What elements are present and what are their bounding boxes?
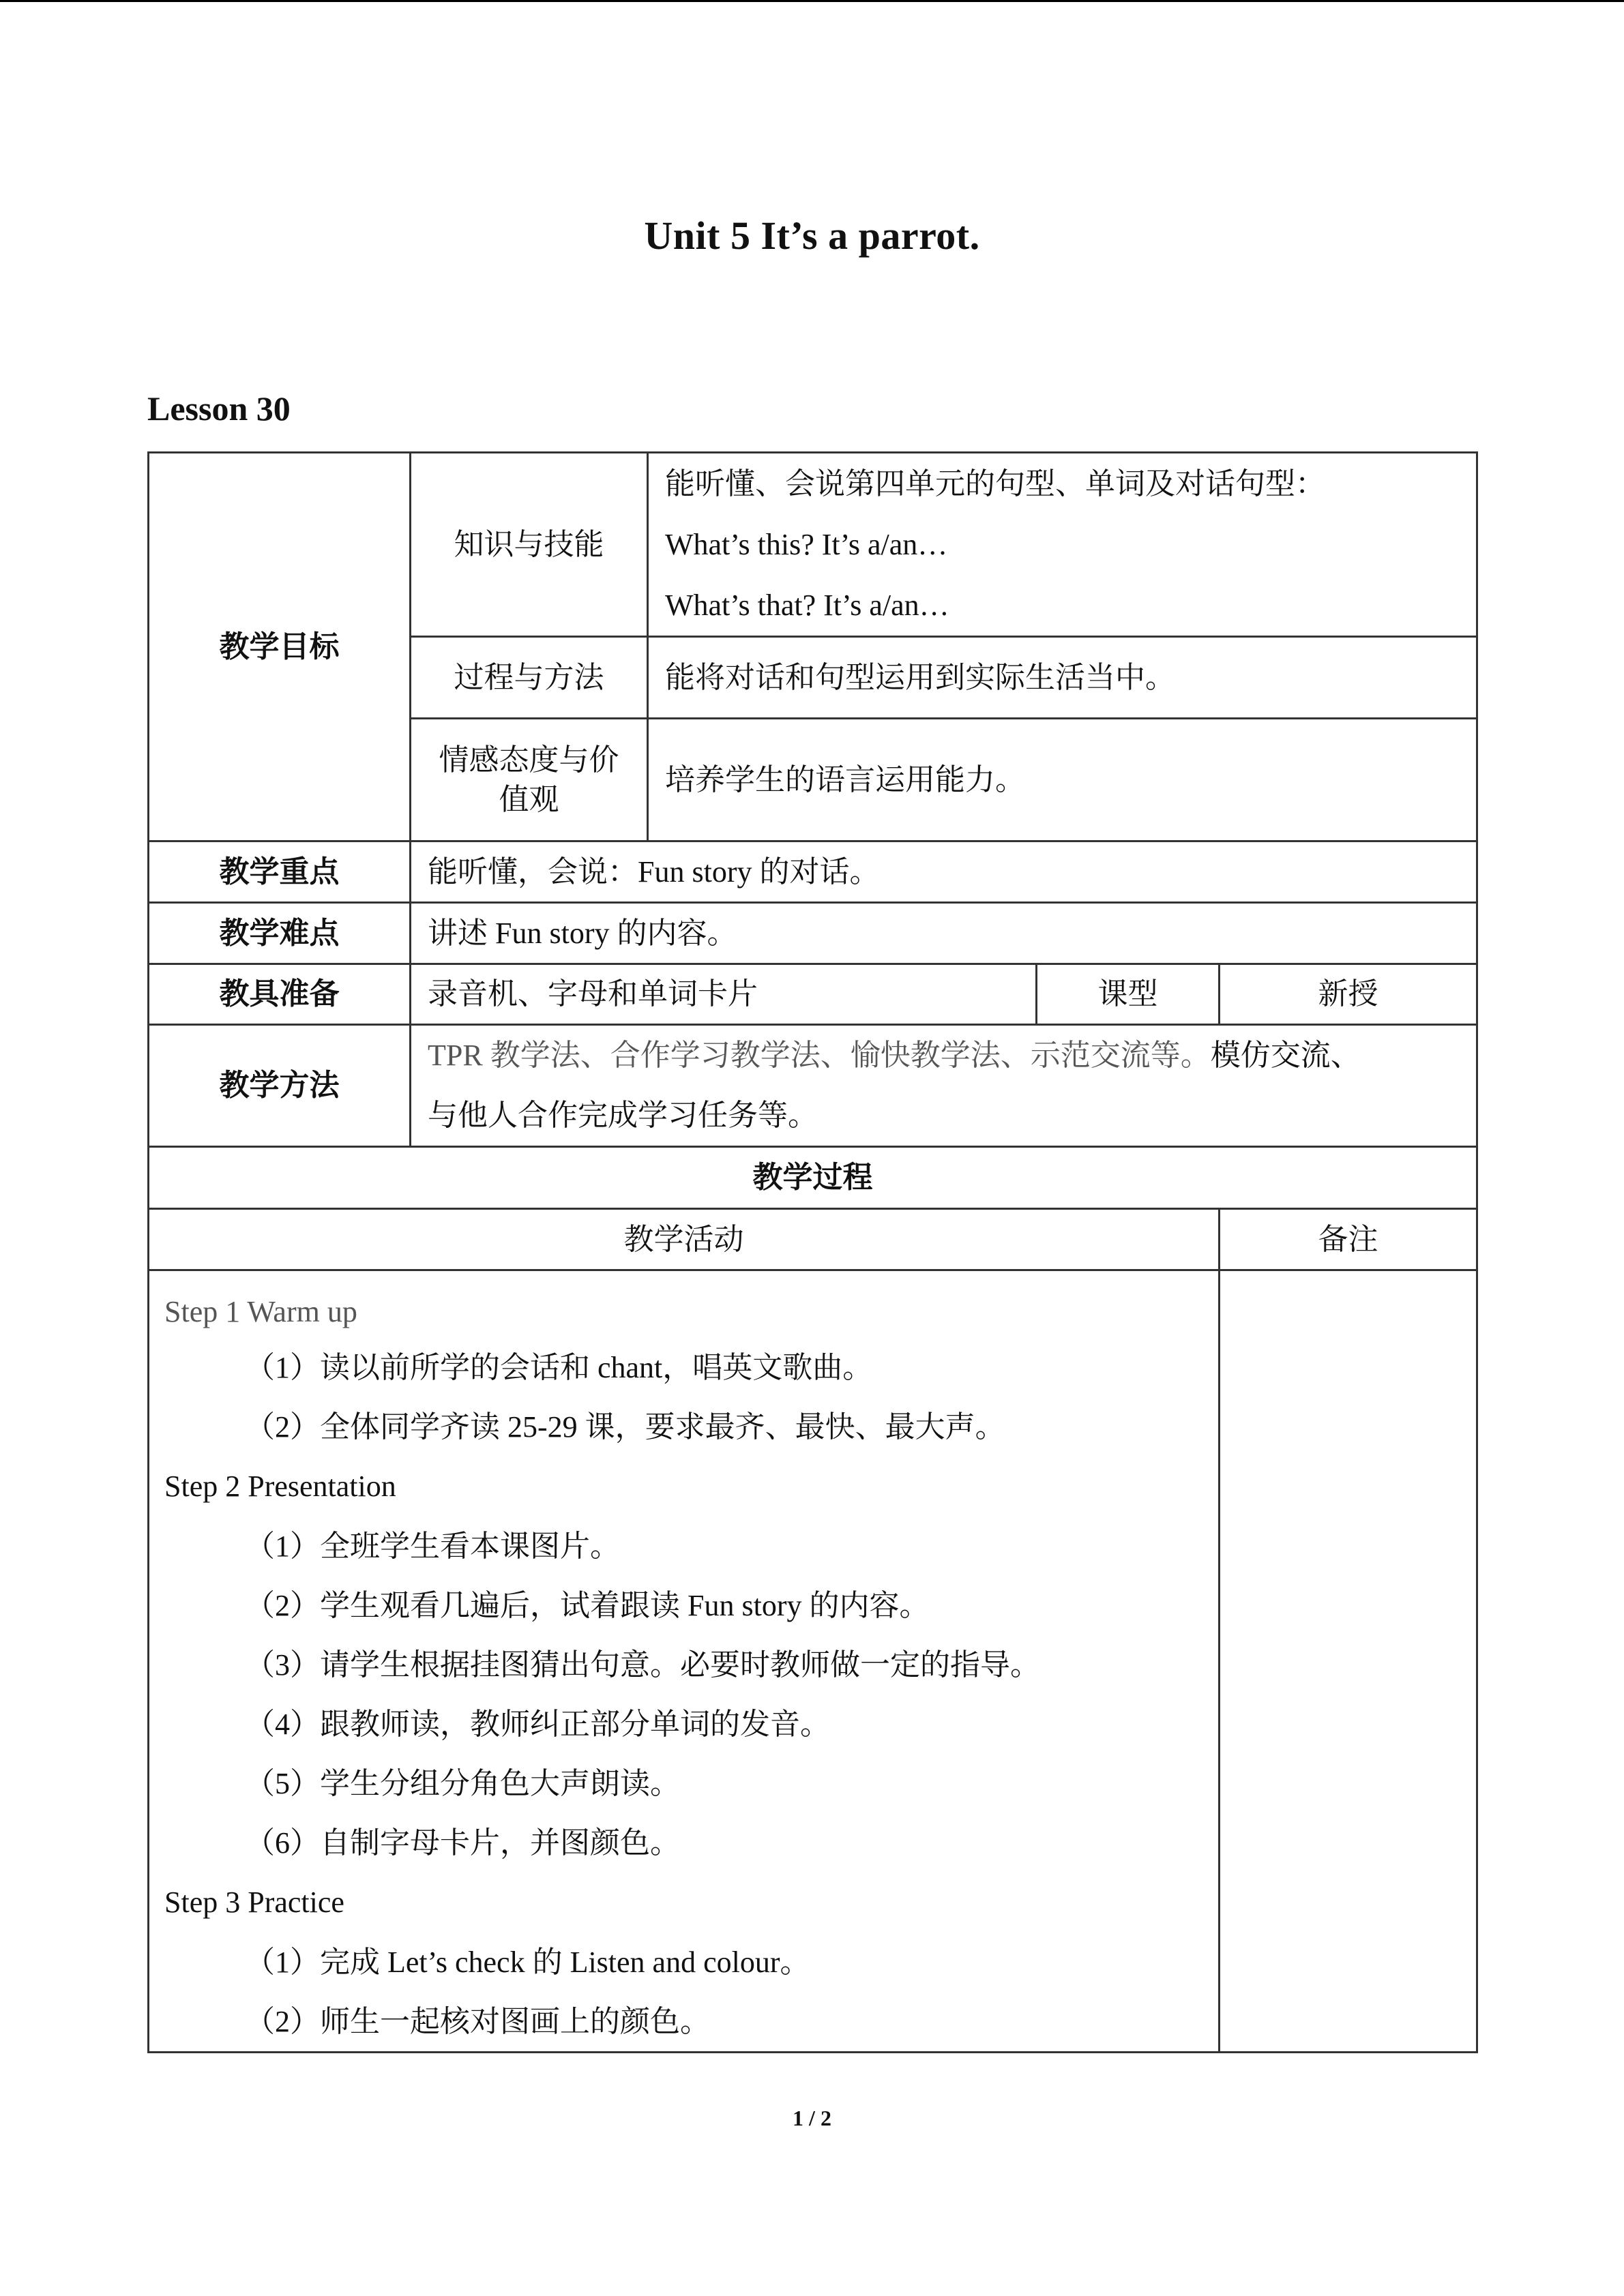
step-1-item: （1）读以前所学的会话和 chant，唱英文歌曲。 <box>245 1351 873 1384</box>
key-point-row <box>149 841 1477 903</box>
notes-header: 备注 <box>1220 1209 1477 1270</box>
activities-row <box>149 1270 1477 2053</box>
process-method-content: 能将对话和句型运用到实际生活当中。 <box>648 637 1477 719</box>
process-method-label: 过程与方法 <box>411 637 648 719</box>
key-point-content: 能听懂，会说：Fun story 的对话。 <box>411 841 1477 903</box>
step-2-item: （2）学生观看几遍后，试着跟读 Fun story 的内容。 <box>245 1589 930 1622</box>
step-2-title: Step 2 Presentation <box>164 1470 396 1503</box>
lesson-type-value: 新授 <box>1220 964 1477 1025</box>
methods-line-2: 与他人合作完成学习任务等。 <box>428 1099 818 1132</box>
key-point-label: 教学重点 <box>149 841 411 903</box>
lesson-plan-table <box>147 451 1478 2053</box>
step-3-title: Step 3 Practice <box>164 1885 344 1919</box>
step-3-item: （2）师生一起核对图画上的颜色。 <box>245 2005 710 2038</box>
objectives-knowledge-row <box>149 453 1477 637</box>
step-2-item: （5）学生分组分角色大声朗读。 <box>245 1767 680 1800</box>
step-1-title: Step 1 Warm up <box>164 1295 357 1328</box>
activities-content <box>149 1270 1220 2053</box>
methods-line-1-gray: TPR 教学法、合作学习教学法、愉快教学法、示范交流等。 <box>428 1039 1211 1072</box>
knowledge-skills-label: 知识与技能 <box>411 453 648 637</box>
methods-content <box>411 1025 1477 1147</box>
knowledge-line: What’s that? It’s a/an… <box>665 588 949 622</box>
step-2-item: （6）自制字母卡片，并图颜色。 <box>245 1826 680 1860</box>
step-3-item: （1）完成 Let’s check 的 Listen and colour。 <box>245 1945 810 1979</box>
activity-header: 教学活动 <box>149 1209 1220 1270</box>
knowledge-skills-content <box>648 453 1477 637</box>
methods-line-1-rest: 模仿交流、 <box>1210 1039 1361 1072</box>
materials-label: 教具准备 <box>149 964 411 1025</box>
page-number: 1 / 2 <box>793 2106 831 2130</box>
knowledge-line: 能听懂、会说第四单元的句型、单词及对话句型： <box>665 467 1325 501</box>
materials-content: 录音机、字母和单词卡片 <box>411 964 1037 1025</box>
knowledge-line: What’s this? It’s a/an… <box>665 528 948 561</box>
step-2-item: （3）请学生根据挂图猜出句意。必要时教师做一定的指导。 <box>245 1648 1040 1682</box>
lesson-title: Lesson 30 <box>147 389 291 428</box>
process-section-title: 教学过程 <box>149 1147 1477 1209</box>
methods-label: 教学方法 <box>149 1025 411 1147</box>
objectives-label: 教学目标 <box>149 453 411 841</box>
difficulty-content: 讲述 Fun story 的内容。 <box>411 903 1477 964</box>
difficulty-row <box>149 903 1477 964</box>
difficulty-label: 教学难点 <box>149 903 411 964</box>
materials-row <box>149 964 1477 1025</box>
top-border-rule <box>0 0 1624 2</box>
activity-header-row <box>149 1209 1477 1270</box>
emotion-values-label: 情感态度与价值观 <box>411 719 648 841</box>
step-1-item: （2）全体同学齐读 25-29 课，要求最齐、最快、最大声。 <box>245 1410 1005 1444</box>
step-2-item: （1）全班学生看本课图片。 <box>245 1530 620 1563</box>
methods-row <box>149 1025 1477 1147</box>
document-title: Unit 5 It’s a parrot. <box>644 213 980 258</box>
methods-line-1 <box>428 1026 1460 1086</box>
lesson-type-label: 课型 <box>1037 964 1220 1025</box>
step-2-item: （4）跟教师读，教师纠正部分单词的发音。 <box>245 1708 830 1741</box>
emotion-values-content: 培养学生的语言运用能力。 <box>648 719 1477 841</box>
notes-cell <box>1220 1270 1477 2053</box>
process-title-row <box>149 1147 1477 1209</box>
